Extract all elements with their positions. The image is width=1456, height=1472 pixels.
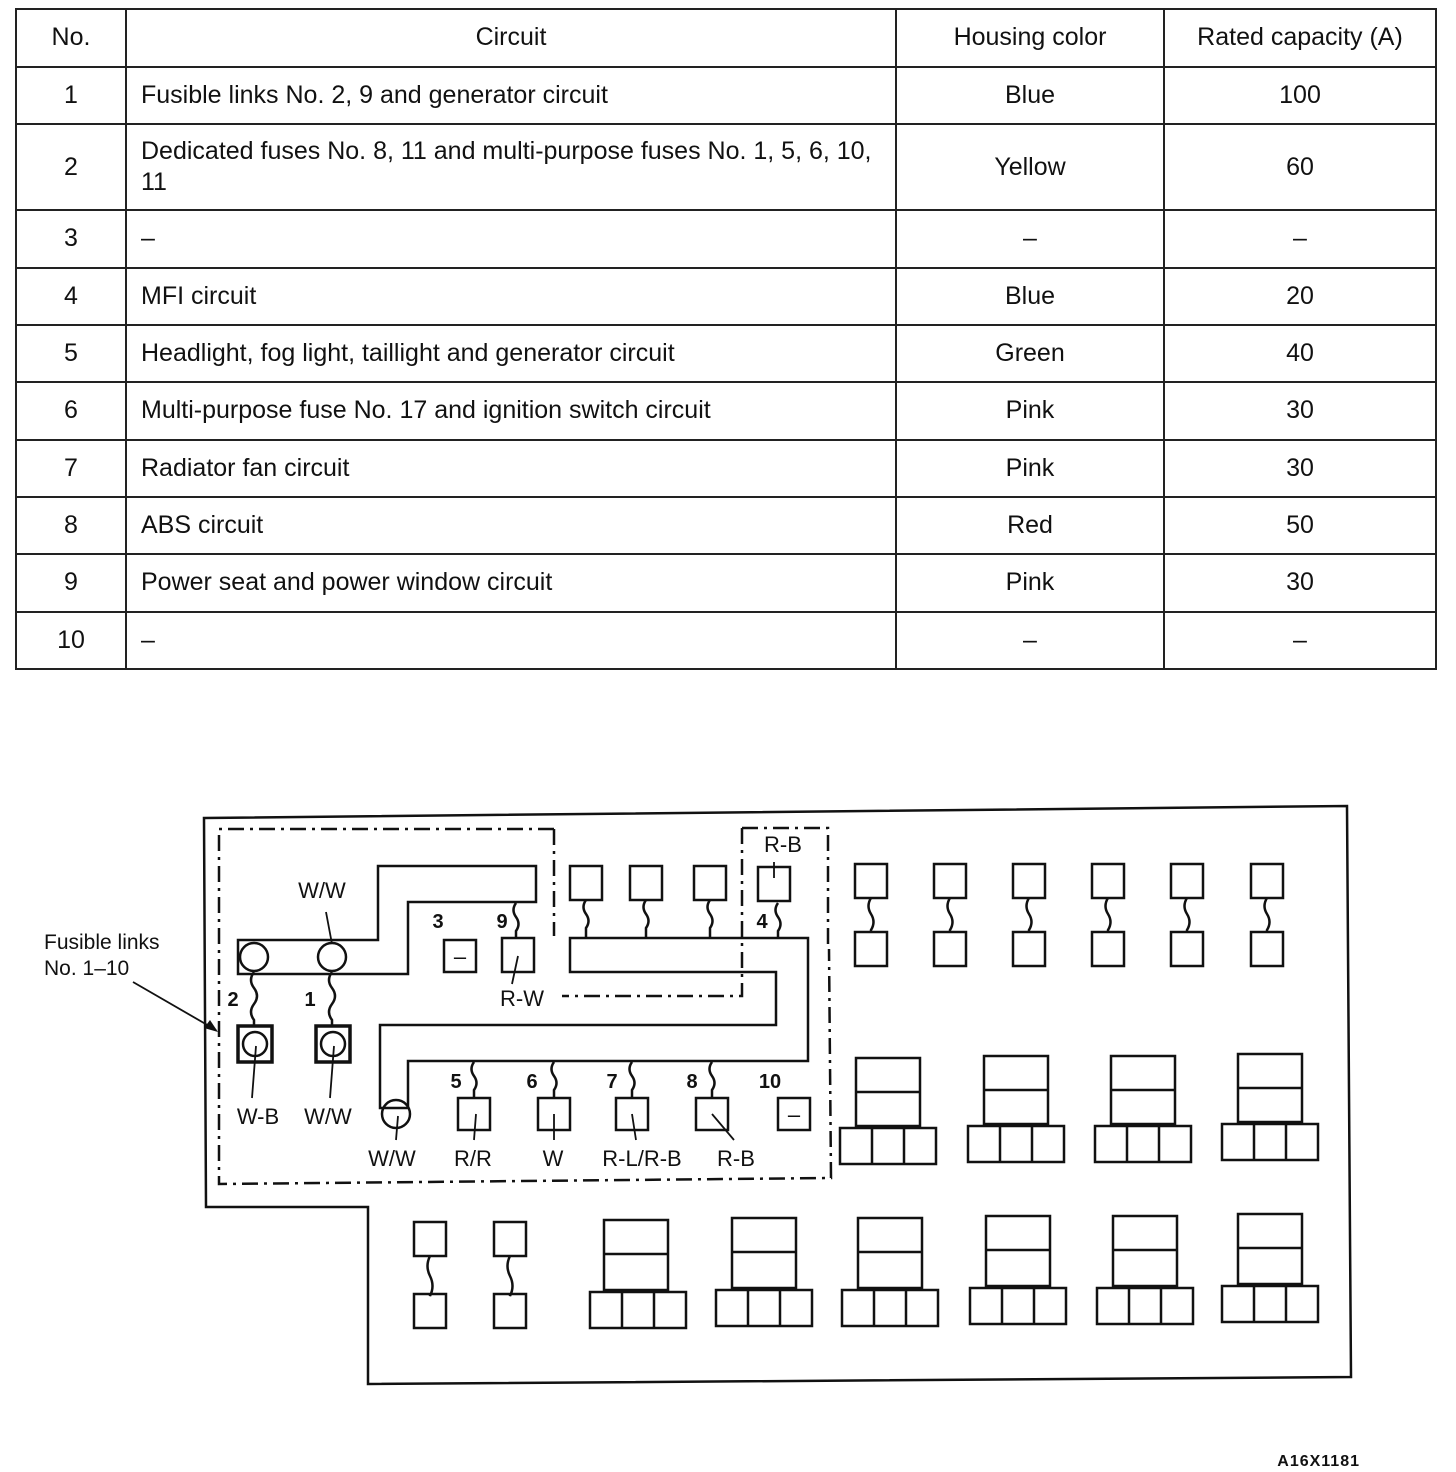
wire-label-rb-top: R-B bbox=[764, 832, 802, 857]
cell-capacity: 100 bbox=[1164, 67, 1436, 124]
link-number-10: 10 bbox=[758, 1071, 782, 1093]
left-bus-bar bbox=[238, 866, 536, 974]
cell-circuit: Multi-purpose fuse No. 17 and ignition switch circuit bbox=[126, 382, 896, 439]
wire-label-ww-top: W/W bbox=[298, 878, 346, 903]
cell-no: 9 bbox=[16, 554, 126, 611]
wire-label-ww-link1: W/W bbox=[304, 1104, 352, 1129]
table-row bbox=[16, 325, 1436, 382]
link-number-2: 2 bbox=[227, 989, 239, 1011]
fuse-table bbox=[15, 8, 1437, 670]
link-number-8: 8 bbox=[686, 1071, 698, 1093]
cell-circuit: – bbox=[126, 210, 896, 267]
cell-color: – bbox=[896, 612, 1164, 669]
link-1-squiggle bbox=[329, 972, 335, 1026]
cell-capacity: 30 bbox=[1164, 382, 1436, 439]
link-3-blank: – bbox=[453, 944, 467, 969]
fuse-pair-row-bottom bbox=[414, 1222, 526, 1328]
link-number-4: 4 bbox=[756, 911, 768, 933]
cell-capacity: 30 bbox=[1164, 440, 1436, 497]
cell-circuit: ABS circuit bbox=[126, 497, 896, 554]
link-number-9: 9 bbox=[496, 911, 508, 933]
cell-circuit: – bbox=[126, 612, 896, 669]
cell-color: – bbox=[896, 210, 1164, 267]
link-number-6: 6 bbox=[526, 1071, 538, 1093]
figure-code: A16X1181 bbox=[1277, 1453, 1360, 1470]
table-row bbox=[16, 67, 1436, 124]
cell-no: 3 bbox=[16, 210, 126, 267]
fuse-pair-row-top bbox=[570, 864, 1283, 966]
cell-color: Pink bbox=[896, 554, 1164, 611]
cell-no: 1 bbox=[16, 67, 126, 124]
wire-label-ww-link5: W/W bbox=[368, 1146, 416, 1171]
callout-line-1: Fusible links bbox=[44, 931, 160, 954]
cell-capacity: – bbox=[1164, 612, 1436, 669]
wire-label-rw: R-W bbox=[500, 986, 544, 1011]
cell-capacity: 30 bbox=[1164, 554, 1436, 611]
link-number-5: 5 bbox=[450, 1071, 462, 1093]
cell-circuit: Power seat and power window circuit bbox=[126, 554, 896, 611]
link-5-terminal bbox=[458, 1098, 490, 1130]
link-6-squiggle bbox=[552, 1062, 557, 1098]
wire-label-rr: R/R bbox=[454, 1146, 492, 1171]
relay-row-middle bbox=[840, 1054, 1318, 1164]
table-row bbox=[16, 210, 1436, 267]
cell-capacity: 50 bbox=[1164, 497, 1436, 554]
cell-no: 8 bbox=[16, 497, 126, 554]
cell-no: 5 bbox=[16, 325, 126, 382]
wire-label-rb-bottom: R-B bbox=[717, 1146, 755, 1171]
relay-row-bottom bbox=[590, 1214, 1318, 1328]
cell-circuit: Dedicated fuses No. 8, 11 and multi-purpose fuses No. 1, 5, 6, 10, 11 bbox=[126, 124, 896, 210]
cell-no: 10 bbox=[16, 612, 126, 669]
link-9-terminal bbox=[502, 938, 534, 972]
link-10-blank: – bbox=[787, 1102, 801, 1127]
link-2-top-terminal bbox=[240, 943, 268, 971]
cell-color: Blue bbox=[896, 268, 1164, 325]
link-number-1: 1 bbox=[304, 989, 316, 1011]
cell-capacity: 20 bbox=[1164, 268, 1436, 325]
cell-capacity: 40 bbox=[1164, 325, 1436, 382]
link-9-squiggle bbox=[514, 903, 519, 938]
table-row bbox=[16, 440, 1436, 497]
link-7-squiggle bbox=[630, 1062, 635, 1098]
cell-color: Pink bbox=[896, 382, 1164, 439]
cell-color: Blue bbox=[896, 67, 1164, 124]
callout-line-2: No. 1–10 bbox=[44, 957, 130, 980]
fuse-box-outline bbox=[204, 806, 1351, 1384]
header-no: No. bbox=[16, 9, 126, 67]
table-row bbox=[16, 268, 1436, 325]
cell-no: 7 bbox=[16, 440, 126, 497]
cell-color: Green bbox=[896, 325, 1164, 382]
header-rated-capacity: Rated capacity (A) bbox=[1164, 9, 1436, 67]
cell-circuit: Radiator fan circuit bbox=[126, 440, 896, 497]
cell-no: 2 bbox=[16, 124, 126, 210]
table-row bbox=[16, 554, 1436, 611]
link-5-squiggle bbox=[472, 1062, 477, 1098]
link-4-squiggle bbox=[776, 903, 781, 938]
header-circuit: Circuit bbox=[126, 9, 896, 67]
cell-capacity: 60 bbox=[1164, 124, 1436, 210]
fuse-box-diagram bbox=[0, 680, 1456, 1472]
table-row bbox=[16, 124, 1436, 210]
link-2-squiggle bbox=[251, 972, 257, 1026]
table-row bbox=[16, 497, 1436, 554]
wire-label-rl-rb: R-L/R-B bbox=[602, 1146, 682, 1171]
link-1-top-terminal bbox=[318, 943, 346, 971]
header-housing-color: Housing color bbox=[896, 9, 1164, 67]
link-number-7: 7 bbox=[606, 1071, 618, 1093]
cell-color: Red bbox=[896, 497, 1164, 554]
table-header-row bbox=[16, 9, 1436, 67]
cell-color: Pink bbox=[896, 440, 1164, 497]
cell-no: 6 bbox=[16, 382, 126, 439]
table-row bbox=[16, 612, 1436, 669]
cell-circuit: Headlight, fog light, taillight and generator circuit bbox=[126, 325, 896, 382]
cell-capacity: – bbox=[1164, 210, 1436, 267]
cell-circuit: Fusible links No. 2, 9 and generator circuit bbox=[126, 67, 896, 124]
cell-no: 4 bbox=[16, 268, 126, 325]
cell-color: Yellow bbox=[896, 124, 1164, 210]
link-number-3: 3 bbox=[432, 911, 444, 933]
link-5-left-terminal bbox=[382, 1100, 410, 1128]
table-row bbox=[16, 382, 1436, 439]
link-8-squiggle bbox=[710, 1062, 715, 1098]
cell-circuit: MFI circuit bbox=[126, 268, 896, 325]
wire-label-wb: W-B bbox=[236, 1104, 280, 1129]
wire-label-w: W bbox=[542, 1146, 564, 1171]
